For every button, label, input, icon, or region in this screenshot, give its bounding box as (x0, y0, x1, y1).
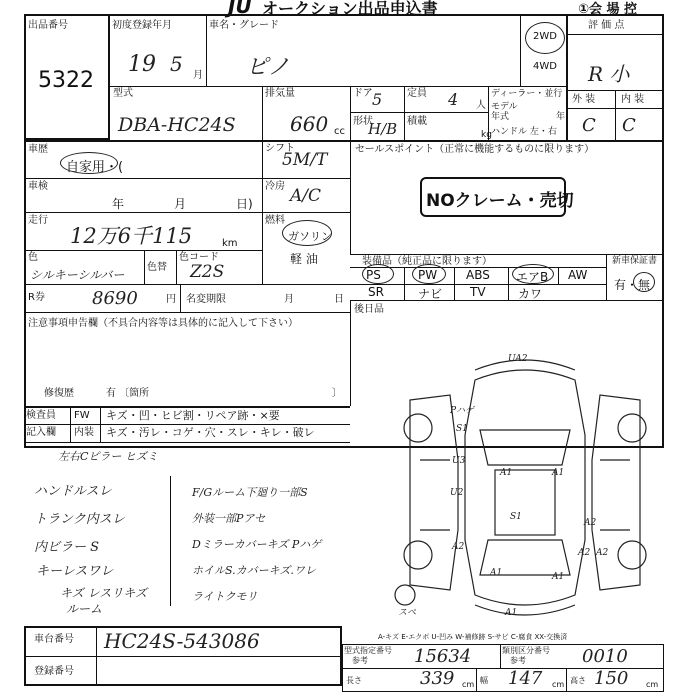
mileage-value: 12万6千115 (70, 224, 193, 248)
color-change-label: 色替 (147, 262, 167, 273)
reg-number-label: 登録番号 (34, 666, 74, 677)
fuel-gas: ガソリン (288, 230, 332, 243)
note-trunk: トランク内スレ (34, 512, 125, 527)
lot-label: 出品番号 (28, 20, 68, 31)
damage-legend: A-キズ E-エクボ U-凹み W-補修跡 S-サビ C-腐食 XX-交換済 (378, 633, 568, 641)
length-value: 339 (420, 668, 455, 689)
equip-tv: TV (470, 285, 486, 299)
note-paint: 外装一部Pアセ (192, 512, 266, 525)
note-pillar: 左右Cピラー ヒズミ (58, 450, 158, 463)
lot-number: 5322 (38, 68, 94, 93)
interior-grade: C (622, 115, 636, 136)
car-name-label: 車名・グレード (209, 20, 279, 31)
height-value: 150 (594, 668, 629, 689)
chassis-label: 車台番号 (34, 634, 74, 645)
length-unit: cm (462, 680, 475, 689)
mark-a2-left: A2 (452, 542, 465, 552)
mark-a2-rear: A2 (578, 548, 591, 558)
no-claim-stamp-text: NOクレーム・売切 (426, 191, 574, 211)
equip-aw: AW (568, 268, 588, 282)
doors-value: 5 (372, 90, 383, 109)
mark-a1-roofright: A1 (552, 468, 565, 478)
load-label: 積載 (407, 116, 427, 127)
equip-leather: カワ (518, 287, 543, 301)
note-keyless: キーレスワレ (36, 564, 114, 579)
capacity-label: 定員 (407, 88, 427, 99)
capacity-unit: 人 (476, 100, 486, 111)
width-label: 幅 (480, 676, 488, 685)
mark-a2-right: A2 (584, 518, 597, 528)
equip-navi: ナビ (418, 287, 443, 301)
shaken-year: 年 (112, 197, 125, 211)
shaken-month: 月 (174, 197, 187, 211)
logo: JU (228, 0, 252, 18)
capacity-value: 4 (448, 90, 459, 109)
name-change-month: 月 (284, 294, 294, 305)
exterior-label: 外 装 (572, 94, 596, 105)
name-change-day: 日 (334, 294, 344, 305)
model-label: 型式 (113, 88, 133, 99)
mark-a1-rear: A1 (490, 568, 503, 578)
width-value: 147 (508, 668, 543, 689)
dealer-year-label: 年式 (491, 112, 510, 122)
width-unit: cm (552, 680, 565, 689)
category-label: 類別区分番号 (502, 646, 550, 655)
interior-defects: キズ・汚レ・コゲ・穴・スレ・キレ・破レ (106, 426, 315, 439)
category-ref: 参考 (510, 656, 526, 665)
height-unit: cm (646, 680, 659, 689)
fw-label: FW (74, 410, 90, 421)
color-label: 色 (28, 252, 38, 263)
mark-s1-roof: S1 (510, 512, 522, 522)
mark-a1-top: A1 (500, 468, 513, 478)
repair-history-close: 〕 (332, 388, 342, 399)
equip-pw: PW (418, 268, 438, 282)
interior-label: 内 装 (621, 94, 645, 105)
recycle-value: 8690 (92, 288, 138, 309)
first-reg-month: 5 (170, 52, 183, 76)
repair-history-value: 有 〔箇所 (106, 388, 150, 399)
shift-label: シフト (265, 143, 295, 154)
rating-label: 評 価 点 (588, 20, 625, 31)
record-label: 記入欄 (26, 427, 56, 438)
fuel-label: 燃料 (265, 215, 285, 226)
interior-insp-label: 内装 (74, 427, 94, 438)
note-room: ルーム (66, 602, 103, 616)
mark-a1-bottom: A1 (505, 608, 518, 618)
note-light: ライトクモリ (192, 590, 258, 603)
mark-phage: Pハゲ (450, 406, 475, 416)
fuel-light: 軽 油 (290, 252, 318, 266)
note-mirror: Dミラーカバーキズ Pハゲ (192, 538, 322, 551)
color-code-label: 色コード (179, 252, 219, 263)
equip-ps: PS (366, 268, 381, 282)
shift-value: 5M/T (282, 150, 328, 170)
displacement-value: 660 (290, 112, 329, 136)
car-name-value: ピノ (246, 55, 290, 80)
chassis-value: HC24S-543086 (104, 629, 260, 653)
dealer-model-label: モデル (491, 102, 518, 112)
usage-circle (60, 152, 118, 174)
category-value: 0010 (582, 646, 628, 667)
length-label: 長さ (346, 676, 362, 685)
note-handle: ハンドルスレ (34, 484, 112, 499)
equip-pw-circle (412, 264, 446, 284)
displacement-label: 排気量 (265, 88, 295, 99)
mark-s1-left: S1 (456, 424, 468, 434)
usage-label: 車歴 (28, 144, 48, 155)
equip-airbag: エアB (516, 270, 549, 284)
displacement-unit: cc (334, 126, 345, 137)
model-value: DBA-HC24S (118, 114, 236, 136)
type-approval-ref: 参考 (352, 656, 368, 665)
body-type-value: H/B (368, 120, 398, 138)
exterior-defects: キズ・凹・ヒビ割・リペア跡・×要 (106, 409, 280, 422)
name-change-label: 名変期限 (186, 294, 226, 305)
fuel-gas-circle (282, 220, 332, 246)
shaken-day: 日) (236, 197, 253, 211)
equipment-label: 装備品（純正品に限ります） (362, 256, 492, 267)
mileage-label: 走行 (28, 215, 48, 226)
handle-label: ハンドル 左・右 (491, 127, 557, 137)
dealer-label: ディーラー・並行 (491, 89, 563, 99)
recycle-unit: 円 (166, 294, 176, 305)
drive-4wd: 4WD (533, 61, 557, 72)
mark-spare: スペ (398, 608, 417, 618)
note-scratch: キズ レスリキズ (60, 586, 147, 600)
mark-a1-trunk: A1 (552, 572, 565, 582)
body-type-label: 形状 (353, 116, 373, 127)
mark-u2: U2 (450, 488, 464, 498)
shaken-label: 車検 (28, 181, 48, 192)
notes-label: 注意事項申告欄（不具合内容等は具体的に記入して下さい） (28, 318, 298, 329)
form-title: オークション出品申込書 (262, 0, 438, 18)
warranty-circle (633, 272, 655, 292)
first-reg-month-unit: 月 (193, 70, 203, 81)
load-unit: kg (481, 130, 492, 140)
equip-ps-circle (362, 264, 394, 284)
note-wheel: ホイルS.カバーキズ.ワレ (192, 564, 316, 577)
car-diagram (380, 340, 670, 630)
type-approval-value: 15634 (414, 646, 472, 667)
mark-a2-bumper: A2 (596, 548, 609, 558)
venue-copy-label: ①会 場 控 (578, 2, 638, 17)
warranty-label: 新車保証書 (612, 256, 658, 266)
aircon-label: 冷房 (265, 181, 285, 192)
usage-value: 自家用・( (66, 160, 124, 175)
rating-value: R 小 (588, 62, 630, 86)
first-reg-year: 19 (128, 52, 156, 77)
after-fit-label: 後日品 (354, 304, 384, 315)
warranty-value: 有・無 (614, 278, 651, 292)
height-label: 高さ (570, 676, 586, 685)
mark-u3: U3 (452, 456, 466, 466)
selling-points-label: セールスポイント（正常に機能するものに限ります） (355, 144, 595, 155)
mark-ua2: UA2 (508, 354, 528, 364)
note-inner-pillar: 内ビラー S (34, 540, 100, 555)
inspector-label: 検査員 (26, 410, 56, 421)
recycle-label: R券 (28, 292, 45, 303)
equip-sr: SR (368, 285, 384, 299)
aircon-value: A/C (290, 186, 322, 206)
color-value: シルキーシルバー (30, 268, 125, 282)
color-code-value: Z2S (190, 262, 225, 282)
exterior-grade: C (582, 115, 596, 136)
drive-2wd-circle (525, 22, 565, 54)
drive-2wd: 2WD (533, 31, 557, 42)
type-approval-label: 型式指定番号 (344, 646, 392, 655)
note-fg-room: F/Gルーム下廻り一部S (192, 486, 308, 499)
dealer-year-unit: 年 (556, 112, 566, 122)
doors-label: ドア (353, 88, 373, 99)
mileage-unit: km (222, 238, 238, 249)
equip-airbag-circle (512, 264, 554, 284)
first-reg-label: 初度登録年月 (112, 20, 172, 31)
equip-abs: ABS (466, 268, 490, 282)
repair-history-label: 修復歴 (44, 388, 74, 399)
